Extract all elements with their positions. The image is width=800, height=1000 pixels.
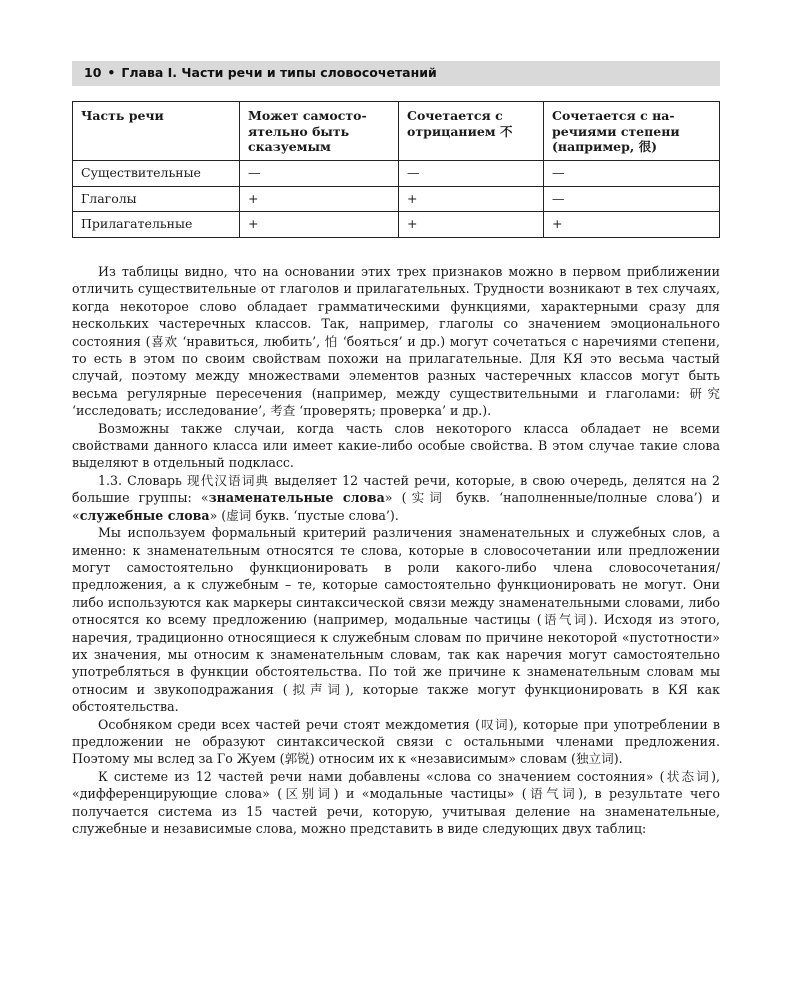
paragraph: Особняком среди всех частей речи стоят междометия (叹词), которые при употреблении в предложении не образуют синтаксической связи с остальными членами предложения. Поэтому мы вслед за Го Жуем (郭锐) относим их к «независимым» словам (独立词). (72, 716, 720, 767)
paragraph: К системе из 12 частей речи нами добавлены «слова со значением состояния» (状态词), «дифференцирующие слова» (区别词) и «модальные частицы» (语气词), в результате чего получается система из 15 частей речи, которую, учитывая деление на знаменательные, служебные и независимые слова, можно представить в виде следующих двух таблиц: (72, 768, 720, 836)
table-row (73, 160, 720, 186)
table-cell: + (544, 212, 720, 238)
paragraph-word-groups (72, 472, 720, 524)
table-cell: — (399, 160, 544, 186)
chapter-title: Глава I. Части речи и типы словосочетаний (121, 65, 437, 80)
table-header-cell: Часть речи (73, 102, 240, 161)
table-header-row (73, 102, 720, 161)
table-cell: + (240, 186, 399, 212)
table-cell: + (240, 212, 399, 238)
table-header-cell: Сочетается с отрицанием 不 (399, 102, 544, 161)
table-cell: Существительные (73, 160, 240, 186)
table-row (73, 186, 720, 212)
body-text (72, 263, 720, 837)
header-separator: • (107, 65, 116, 80)
running-header (72, 61, 720, 86)
term-content-words: знаменательные слова (208, 490, 385, 506)
table-cell: Глаголы (73, 186, 240, 212)
table-cell: + (399, 186, 544, 212)
table-cell: — (240, 160, 399, 186)
table-cell: Прилагательные (73, 212, 240, 238)
table-cell: — (544, 186, 720, 212)
page-number: 10 (84, 65, 102, 80)
paragraph: Мы используем формальный критерий различения знаменательных и служебных слов, а именно: к знаменательным относятся те слова, которые в словосочетании или предложении могут самостоятельно функционировать в роли какого-либо члена словосочетания/предложения, а к служебным – те, которые самостоятельно функционировать не могут. Они либо используются как маркеры синтаксической связи между знаменательными словами, либо относятся ко всему предложению (например, модальные частицы (语气词). Исходя из этого, наречия, традиционно относящиеся к служебным словам по причине некоторой «пустотности» их значения, мы относим к знаменательным словам, так как наречия могут самостоятельно употребляться в функции обстоятельства. По той же причине к знаменательным словам мы относим и звукоподражания (拟声词), которые также могут функционировать в КЯ как обстоятельства. (72, 525, 720, 715)
paragraph-text: » (虚词 букв. ‘пустые слова’). (209, 507, 399, 523)
table-cell: + (399, 212, 544, 238)
table-header-cell: Сочетается с на-речиями степени (например, 很) (544, 102, 720, 161)
table-cell: — (544, 160, 720, 186)
term-function-words: служебные слова (79, 507, 210, 523)
paragraph: Возможны также случаи, когда часть слов некоторого класса обладает не всеми свойствами данного класса или имеет какие-либо особые свойства. В этом случае такие слова выделяют в отдельный подкласс. (72, 420, 720, 471)
table-row (73, 212, 720, 238)
table-header-cell: Может самосто-ятельно быть сказуемым (240, 102, 399, 161)
paragraph-text: » (实词 букв. ‘наполненные/полные слова’) и « (72, 490, 720, 523)
paragraph: Из таблицы видно, что на основании этих трех признаков можно в первом приближении отличить существительные от глаголов и прилагательных. Трудности возникают в тех случаях, когда некоторое слово обладает грамматическими функциями, характерными сразу для нескольких частеречных классов. Так, например, глаголы со значением эмоционального состояния (喜欢 ‘нравиться, любить’, 怕 ‘бояться’ и др.) могут сочетаться с наречиями степени, то есть в этом по своим свойствам похожи на прилагательные. Для КЯ это весьма частый случай, поэтому между множествами элементов разных частеречных классов могут быть весьма регулярные пересечения (например, между существительными и глаголами: 研究 ‘исследовать; исследование’, 考查 ‘проверять; проверка’ и др.). (72, 264, 720, 419)
paragraph-text: 1.3. Словарь 现代汉语词典 выделяет 12 частей речи, которые, в свою очередь, делятся на 2 большие группы: « (72, 472, 720, 506)
parts-of-speech-table (72, 101, 720, 238)
